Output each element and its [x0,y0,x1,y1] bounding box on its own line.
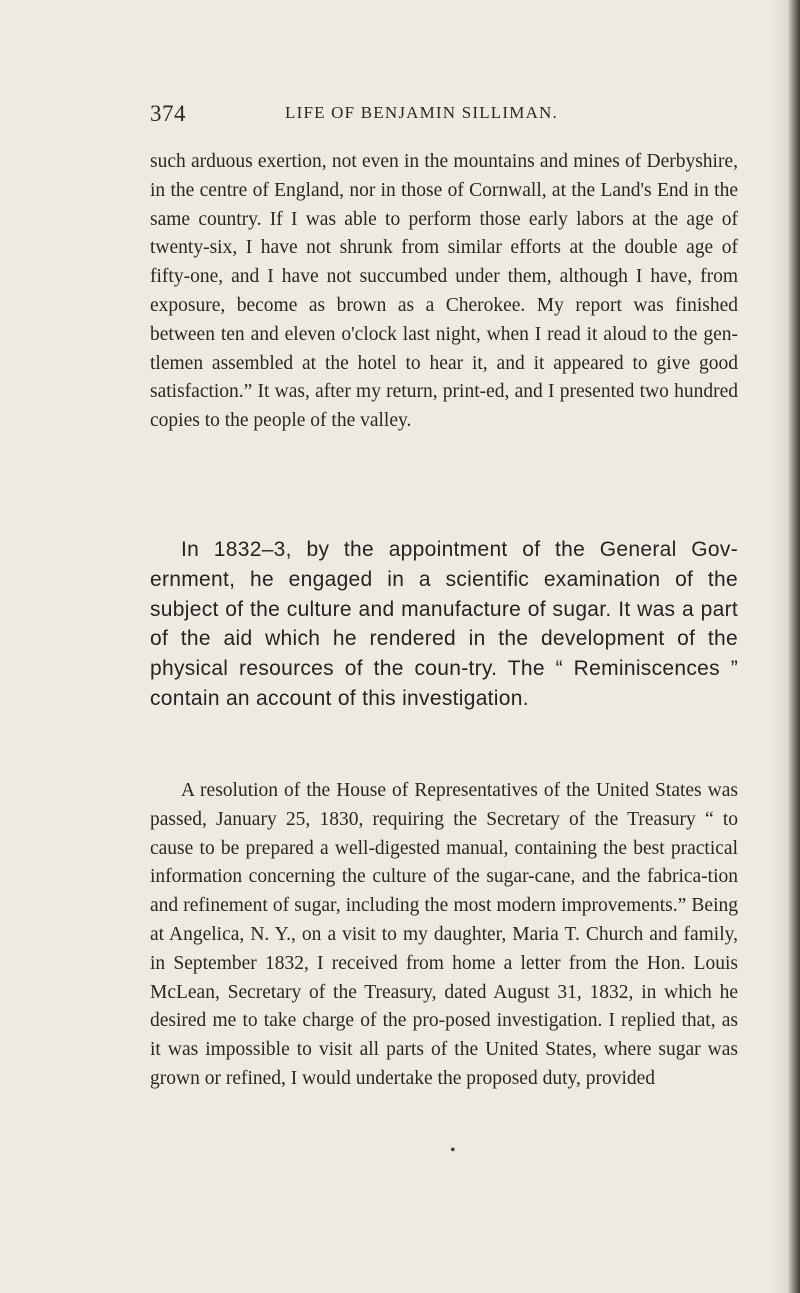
book-spine-edge [788,0,800,1293]
paragraph-continuation [150,148,738,436]
page-number: 374 [150,101,186,126]
paragraph-text: A resolution of the House of Representatives of the United States was passed, January 25, 1830, requiring the Secretary of the Treasury “ to cause to be prepared a well-digested manual, containing the best practical information concerning the culture of the sugar-cane, and the fabrica-tion and refinement of sugar, including the most modern improvements.” Being at Angelica, N. Y., on a visit to my daughter, Maria T. Church and family, in September 1832, I received from home a letter from the Hon. Louis McLean, Secretary of the Treasury, dated August 31, 1832, in which he desired me to take charge of the pro-posed investigation. I replied that, as it was impossible to visit all parts of the United States, where sugar was grown or refined, I would undertake the proposed duty, provided [150,780,738,1089]
page-header [150,101,740,129]
paragraph-quoted-account [150,777,738,1094]
signature-mark: • [450,1142,456,1159]
paragraph-summary [150,535,738,714]
paragraph-text: In 1832–3, by the appointment of the General Gov-ernment, he engaged in a scientific examination of the subject of the culture and manufacture of sugar. It was a part of the aid which he rendered in the development of the physical resources of the coun-try. The “ Reminiscences ” contain an account of this investigation. [150,538,738,710]
running-title: LIFE OF BENJAMIN SILLIMAN. [285,103,558,122]
page-edge-shadow [772,0,788,1293]
paragraph-text: such arduous exertion, not even in the mountains and mines of Derbyshire, in the centre of England, nor in those of Cornwall, at the Land's End in the same country. If I was able to perform those early labors at the age of twenty-six, I have not shrunk from similar efforts at the double age of fifty-one, and I have not succumbed under them, although I have, from exposure, become as brown as a Cherokee. My report was finished between ten and eleven o'clock last night, when I read it aloud to the gen-tlemen assembled at the hotel to hear it, and it appeared to give good satisfaction.” It was, after my return, print-ed, and I presented two hundred copies to the people of the valley. [150,151,738,432]
